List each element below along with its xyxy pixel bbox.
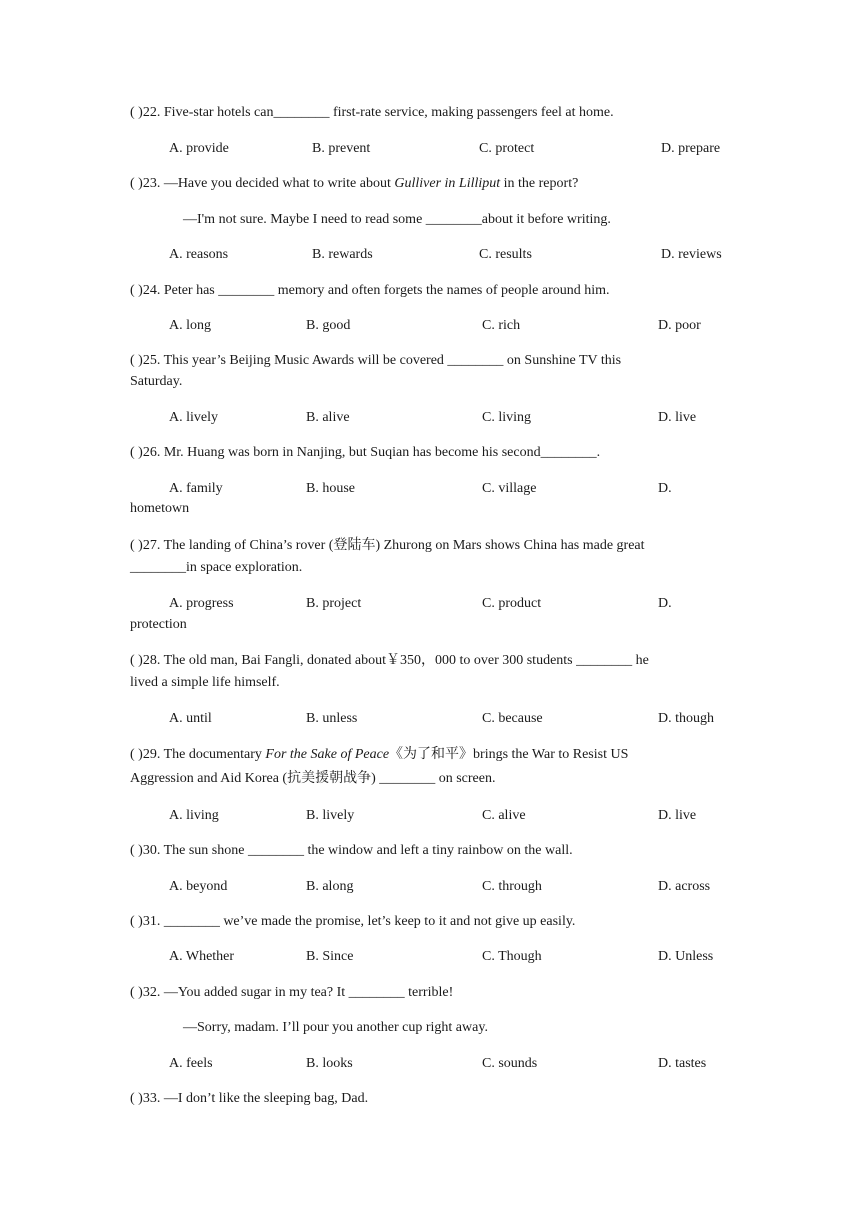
question-25-option-d: D. live bbox=[658, 410, 697, 425]
question-32-option-c: C. sounds bbox=[482, 1056, 538, 1071]
question-28-option-a: A. until bbox=[169, 711, 212, 726]
question-24-stem: ( )24. Peter has ________ memory and often forgets the names of people around him. bbox=[130, 283, 610, 298]
question-29-option-d: D. live bbox=[658, 808, 697, 823]
question-28-option-d: D. though bbox=[658, 711, 714, 726]
question-29-option-b: B. lively bbox=[306, 808, 355, 823]
question-27-stem: ( )27. The landing of China’s rover (登陆车) Zhurong on Mars shows China has made great bbox=[130, 538, 645, 553]
question-25-stem-continued: Saturday. bbox=[130, 374, 183, 389]
question-25-stem: ( )25. This year’s Beijing Music Awards will be covered ________ on Sunshine TV this bbox=[130, 353, 622, 368]
question-27-option-d: D. bbox=[658, 596, 672, 611]
question-33-stem: ( )33. —I don’t like the sleeping bag, Dad. bbox=[130, 1091, 369, 1106]
question-28-stem-continued: lived a simple life himself. bbox=[130, 675, 280, 690]
question-24-option-b: B. good bbox=[306, 318, 351, 333]
question-27-option-a: A. progress bbox=[169, 596, 234, 611]
question-22-stem: ( )22. Five-star hotels can________ first-rate service, making passengers feel at home. bbox=[130, 105, 614, 120]
question-27-option-b: B. project bbox=[306, 596, 362, 611]
question-31-option-b: B. Since bbox=[306, 949, 354, 964]
question-28-option-c: C. because bbox=[482, 711, 543, 726]
question-26-option-a: A. family bbox=[169, 481, 223, 496]
question-22-option-b: B. prevent bbox=[312, 141, 371, 156]
question-29-stem: ( )29. The documentary For the Sake of Peace《为了和平》brings the War to Resist US bbox=[130, 747, 629, 762]
question-23-stem: ( )23. —Have you decided what to write about Gulliver in Lilliput in the report? bbox=[130, 176, 579, 191]
question-23-reply: —I'm not sure. Maybe I need to read some ________about it before writing. bbox=[183, 212, 611, 227]
question-28-stem: ( )28. The old man, Bai Fangli, donated about￥350，000 to over 300 students ________ he bbox=[130, 653, 649, 668]
question-26-option-c: C. village bbox=[482, 481, 537, 496]
question-31-option-c: C. Though bbox=[482, 949, 542, 964]
question-22-option-d: D. prepare bbox=[661, 141, 721, 156]
question-25-option-a: A. lively bbox=[169, 410, 218, 425]
question-24-option-a: A. long bbox=[169, 318, 211, 333]
question-29-option-c: C. alive bbox=[482, 808, 526, 823]
question-30-option-b: B. along bbox=[306, 879, 354, 894]
question-27-stem-continued: ________in space exploration. bbox=[130, 560, 303, 575]
question-32-stem: ( )32. —You added sugar in my tea? It ________ terrible! bbox=[130, 985, 454, 1000]
question-30-option-a: A. beyond bbox=[169, 879, 228, 894]
question-26-stem: ( )26. Mr. Huang was born in Nanjing, but Suqian has become his second________. bbox=[130, 445, 601, 460]
question-24-option-d: D. poor bbox=[658, 318, 701, 333]
question-32-option-d: D. tastes bbox=[658, 1056, 707, 1071]
question-27-option-d-wrap: protection bbox=[130, 617, 187, 632]
question-28-option-b: B. unless bbox=[306, 711, 358, 726]
question-25-option-c: C. living bbox=[482, 410, 532, 425]
question-26-option-d-wrap: hometown bbox=[130, 501, 190, 516]
question-32-reply: —Sorry, madam. I’ll pour you another cup right away. bbox=[183, 1020, 488, 1035]
question-26-option-b: B. house bbox=[306, 481, 355, 496]
question-30-option-c: C. through bbox=[482, 879, 542, 894]
question-26-option-d: D. bbox=[658, 481, 672, 496]
question-29-stem-continued: Aggression and Aid Korea (抗美援朝战争) ________ on screen. bbox=[130, 771, 496, 786]
question-32-option-a: A. feels bbox=[169, 1056, 213, 1071]
question-23-option-b: B. rewards bbox=[312, 247, 373, 262]
question-23-option-a: A. reasons bbox=[169, 247, 229, 262]
question-31-stem: ( )31. ________ we’ve made the promise, let’s keep to it and not give up easily. bbox=[130, 914, 576, 929]
question-25-option-b: B. alive bbox=[306, 410, 350, 425]
question-31-option-d: D. Unless bbox=[658, 949, 714, 964]
question-30-stem: ( )30. The sun shone ________ the window and left a tiny rainbow on the wall. bbox=[130, 843, 573, 858]
question-27-option-c: C. product bbox=[482, 596, 542, 611]
question-29-option-a: A. living bbox=[169, 808, 219, 823]
question-23-option-c: C. results bbox=[479, 247, 532, 262]
question-30-option-d: D. across bbox=[658, 879, 711, 894]
question-32-option-b: B. looks bbox=[306, 1056, 353, 1071]
question-31-option-a: A. Whether bbox=[169, 949, 235, 964]
question-24-option-c: C. rich bbox=[482, 318, 521, 333]
question-22-option-c: C. protect bbox=[479, 141, 535, 156]
question-22-option-a: A. provide bbox=[169, 141, 229, 156]
question-23-option-d: D. reviews bbox=[661, 247, 722, 262]
